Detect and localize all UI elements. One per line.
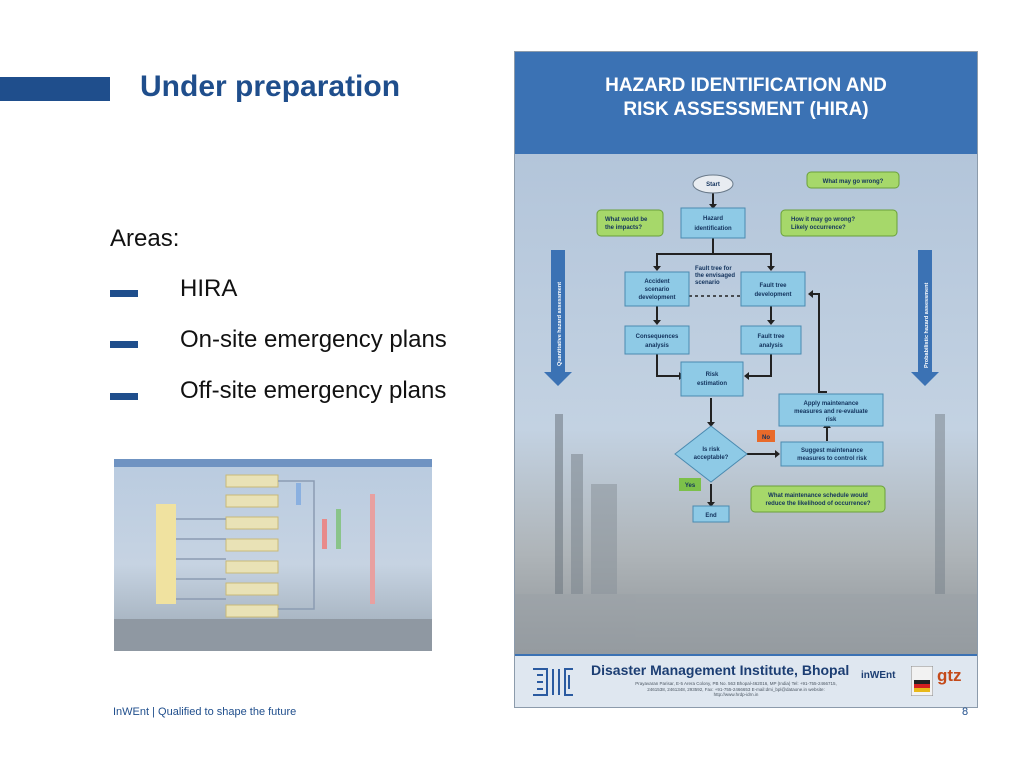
svg-text:reduce the likelihood of occur: reduce the likelihood of occurrence? xyxy=(765,501,871,507)
node-accident-scenario xyxy=(625,272,689,306)
node-end xyxy=(693,506,729,522)
svg-text:Consequences: Consequences xyxy=(635,334,679,340)
svg-text:Suggest maintenance: Suggest maintenance xyxy=(800,448,864,454)
svg-text:Risk: Risk xyxy=(705,372,719,378)
callout-how-may-go-wrong xyxy=(781,210,897,236)
svg-text:Yes: Yes xyxy=(684,483,696,489)
title-accent-bar xyxy=(0,77,110,101)
node-start xyxy=(693,175,733,193)
svg-text:Likely occurrence?: Likely occurrence? xyxy=(791,225,846,231)
svg-text:Fault tree for: Fault tree for xyxy=(695,266,732,272)
node-fault-tree-analysis xyxy=(741,326,801,354)
svg-text:measures and re-evaluate: measures and re-evaluate xyxy=(794,409,868,415)
node-risk-acceptable xyxy=(675,426,747,482)
quantitative-arrow xyxy=(544,250,572,386)
svg-text:Fault tree: Fault tree xyxy=(757,334,785,340)
bullet-marker xyxy=(110,393,138,400)
footer-text: InWEnt | Qualified to shape the future xyxy=(113,706,297,718)
svg-text:identification: identification xyxy=(694,226,732,232)
bullet-marker xyxy=(110,290,138,297)
node-apply-maintenance xyxy=(779,394,883,426)
bullet-marker xyxy=(110,341,138,348)
list-item-offsite: Off-site emergency plans xyxy=(180,377,447,404)
areas-label: Areas: xyxy=(110,225,180,252)
page-number: 8 xyxy=(962,706,969,718)
callout-what-may-go-wrong xyxy=(807,172,899,188)
node-hazard-identification xyxy=(681,208,745,238)
list-item-hira: HIRA xyxy=(180,275,238,302)
svg-text:measures to control risk: measures to control risk xyxy=(797,456,867,462)
badge-no xyxy=(757,430,775,442)
svg-text:Quantitative hazard assessment: Quantitative hazard assessment xyxy=(557,281,563,366)
callout-maintenance-schedule xyxy=(751,486,885,512)
poster-body xyxy=(515,154,977,654)
svg-text:development: development xyxy=(638,295,676,301)
svg-text:Hazard: Hazard xyxy=(702,216,724,222)
hira-poster-image xyxy=(514,51,978,708)
svg-text:Apply maintenance: Apply maintenance xyxy=(803,401,859,407)
probabilistic-arrow xyxy=(911,250,939,386)
list-item-onsite: On-site emergency plans xyxy=(180,326,447,353)
svg-text:Accident: Accident xyxy=(644,279,670,285)
svg-text:the envisaged: the envisaged xyxy=(695,273,736,279)
svg-text:What would be: What would be xyxy=(605,217,648,223)
flowchart-thumbnail-image xyxy=(114,459,432,651)
svg-text:Fault tree: Fault tree xyxy=(759,283,787,289)
node-fault-tree-development xyxy=(741,272,805,306)
svg-text:acceptable?: acceptable? xyxy=(693,455,729,461)
badge-yes xyxy=(679,478,701,491)
svg-text:scenario: scenario xyxy=(644,287,670,293)
svg-text:the impacts?: the impacts? xyxy=(605,225,643,231)
poster-header xyxy=(515,52,977,154)
node-risk-estimation xyxy=(681,362,743,396)
svg-text:End: End xyxy=(705,513,717,519)
gtz-logo: gtz xyxy=(937,666,962,685)
svg-text:Probabilistic hazard assessmen: Probabilistic hazard assessment xyxy=(924,282,930,368)
svg-text:What maintenance schedule woul: What maintenance schedule would xyxy=(768,493,868,499)
inwent-logo: inWEnt xyxy=(861,670,896,681)
svg-text:What may go wrong?: What may go wrong? xyxy=(822,179,884,185)
institute-address: Prayavaran Parisar, E-5 Arera Colony, PB No. 563 Bhopal-462016, MP (India) Tel: +91-755-2466715, 2461538, 2461348, 293592, Fax: +91-755-2466653 E-mail:dmi_bpl@dataone.in website: http://www.hrdp-idrn.in xyxy=(635,681,837,697)
label-fault-tree-scenario xyxy=(695,266,735,286)
svg-text:Start: Start xyxy=(706,182,720,188)
slide-title: Under preparation xyxy=(140,70,401,103)
svg-text:No: No xyxy=(762,435,770,441)
government-emblem-icon xyxy=(911,666,933,696)
svg-text:risk: risk xyxy=(825,417,837,423)
svg-text:development: development xyxy=(754,292,792,298)
institute-name: Disaster Management Institute, Bhopal xyxy=(591,662,850,678)
svg-text:How it may go wrong?: How it may go wrong? xyxy=(791,217,855,223)
svg-text:analysis: analysis xyxy=(759,343,783,349)
dmi-logo xyxy=(529,665,577,699)
industrial-scene xyxy=(515,414,977,654)
node-suggest-maintenance xyxy=(781,442,883,466)
poster-footer xyxy=(515,654,977,708)
svg-text:Is risk: Is risk xyxy=(702,447,720,453)
callout-impacts xyxy=(597,210,663,236)
svg-text:estimation: estimation xyxy=(696,381,728,387)
node-consequences-analysis xyxy=(625,326,689,354)
poster-title: HAZARD IDENTIFICATION AND RISK ASSESSMENT (HIRA) xyxy=(605,75,887,120)
svg-text:scenario: scenario xyxy=(695,280,720,286)
svg-text:analysis: analysis xyxy=(645,343,669,349)
